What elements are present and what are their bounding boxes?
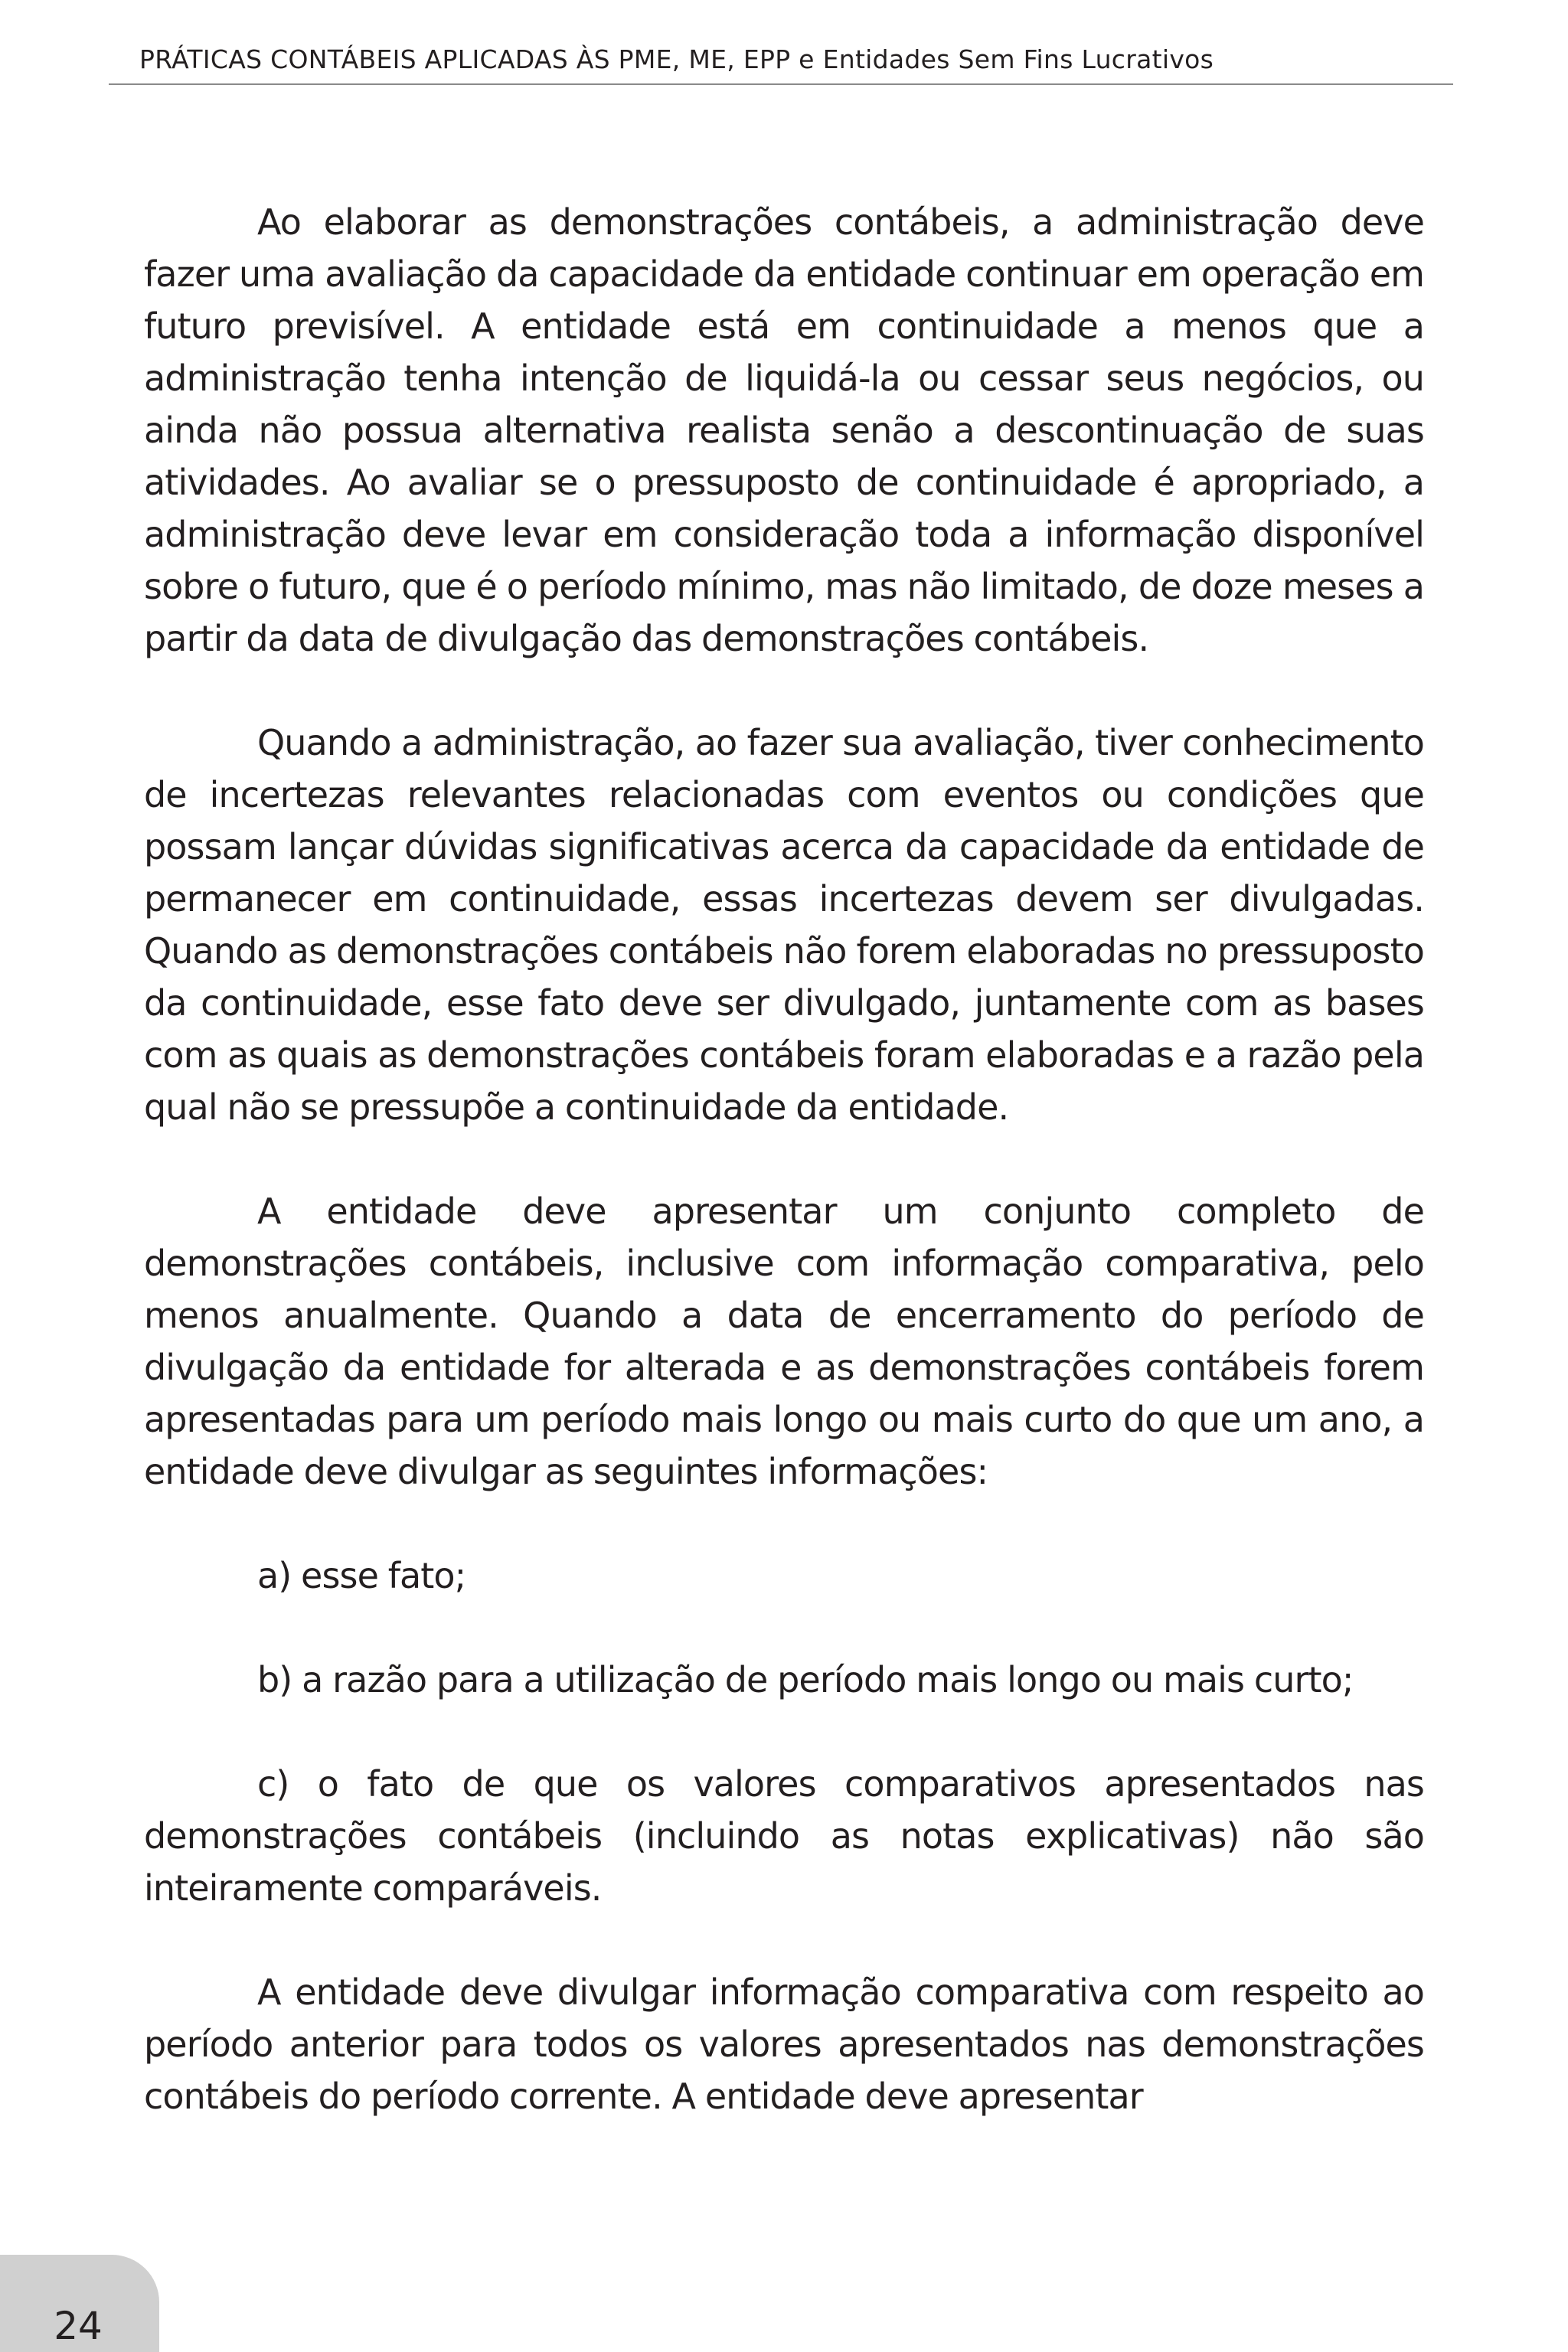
page-number: 24 xyxy=(54,2304,103,2348)
paragraph-material-uncertainties: Quando a administração, ao fazer sua avaliação, tiver conhecimento de incertezas relevantes relacionadas com eventos ou condições que possam lançar dúvidas significativas acerca da capacidade da entidade de permanecer em continuidade, essas incertezas devem ser divulgadas. Quando as demonstrações contábeis não forem elaboradas no pressuposto da continuidade, esse fato deve ser divulgado, juntamente com as bases com as quais as demonstrações contábeis foram elaboradas e a razão pela qual não se pressupõe a continuidade da entidade. xyxy=(144,722,1424,1128)
page-body xyxy=(144,196,1424,2122)
header-divider xyxy=(109,83,1453,85)
list-item-c: c) o fato de que os valores comparativos apresentados nas demonstrações contábeis (incluindo as notas explicativas) não são inteiramente comparáveis. xyxy=(144,1763,1424,1909)
paragraph-going-concern-assessment: Ao elaborar as demonstrações contábeis, a administração deve fazer uma avaliação da capacidade da entidade continuar em operação em futuro previsível. A entidade está em continuidade a menos que a administração tenha intenção de liquidá-la ou cessar seus negócios, ou ainda não possua alternativa realista senão a descontinuação de suas atividades. Ao avaliar se o pressuposto de continuidade é apropriado, a administração deve levar em consideração toda a informação disponível sobre o futuro, que é o período mínimo, mas não limitado, de doze meses a partir da data de divulgação das demonstrações contábeis. xyxy=(144,201,1424,659)
paragraph-comparative-information: A entidade deve divulgar informação comparativa com respeito ao período anterior para todos os valores apresentados nas demonstrações contábeis do período corrente. A entidade deve apresentar xyxy=(144,1971,1424,2117)
list-item-b: b) a razão para a utilização de período mais longo ou mais curto; xyxy=(257,1659,1354,1700)
running-header: PRÁTICAS CONTÁBEIS APLICADAS ÀS PME, ME, EPP e Entidades Sem Fins Lucrativos xyxy=(139,44,1214,74)
paragraph-reporting-frequency: A entidade deve apresentar um conjunto completo de demonstrações contábeis, inclusive com informação comparativa, pelo menos anualmente. Quando a data de encerramento do período de divulgação da entidade for alterada e as demonstrações contábeis forem apresentadas para um período mais longo ou mais curto do que um ano, a entidade deve divulgar as seguintes informações: xyxy=(144,1191,1424,1492)
list-item-a: a) esse fato; xyxy=(257,1555,466,1596)
